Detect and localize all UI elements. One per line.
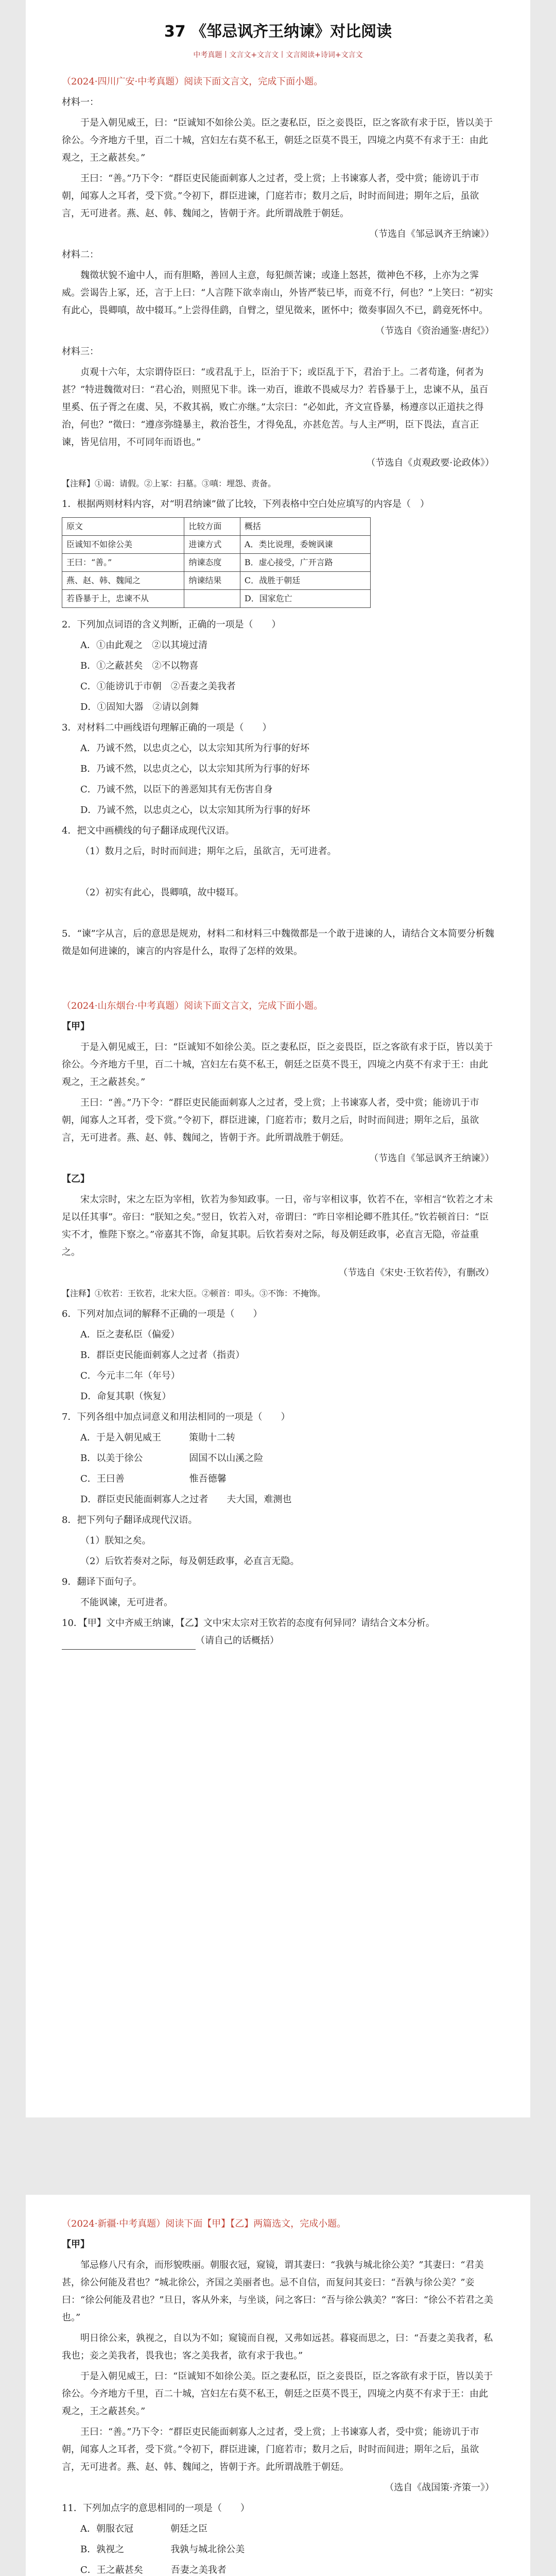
option: B．孰视之 我孰与城北徐公美: [80, 2544, 245, 2555]
material-1-citation: （节选自《邹忌讽齐王纳谏》）: [369, 229, 494, 240]
table-header-cell: 概括: [240, 518, 370, 536]
tag-line: 中考真题丨文言文+文言文丨文言阅读+诗词+文言文: [193, 51, 363, 59]
option: B．①之蔽甚矣 ②不以物喜: [80, 660, 199, 671]
option: C．王曰善 惟吾德馨: [80, 1473, 227, 1484]
material-3-citation: （节选自《贞观政要·论政体》）: [366, 457, 494, 468]
passage-yi-citation: （节选自《宋史·王钦若传》，有删改）: [338, 1267, 494, 1278]
option: D．群臣吏民能面刺寡人之过者 夫大国，难测也: [80, 1494, 292, 1505]
page-2: [26, 2195, 530, 2576]
table-cell: [184, 590, 240, 608]
table-cell: 王曰：“善。”: [62, 554, 184, 572]
table-header-cell: 比较方面: [184, 518, 240, 536]
material-1-para-1: 于是入朝见威王，曰：“臣诚知不如徐公美。臣之妻私臣，臣之妾畏臣，臣之客欲有求于臣，皆以美于徐公。今齐地方千里，百二十城，宫妇左右莫不私王，朝廷之臣莫不畏王，四境之内莫不有求于王：由此观之，王之蔽甚矣。”: [62, 117, 493, 163]
section-1-source: （2024·四川广安·中考真题）阅读下面文言文，完成下面小题。: [62, 76, 323, 87]
material-2-para-1: 魏徵状貌不逾中人，而有胆略，善回人主意，每犯颜苦谏；或逢上怒甚，徵神色不移，上亦为之霁威。尝谒告上冢，还，言于上曰：“人言陛下欲幸南山，外皆严装已毕，而竟不行，何也？”上笑曰：“初实有此心，畏卿嗔，故中辍耳。”上尝得佳鹞，自臂之，望见徵来，匿怀中；徵奏事固久不已，鹞竟死怀中。: [62, 270, 493, 316]
question-2: 2．下列加点词语的含义判断，正确的一项是（ ）: [62, 619, 281, 630]
passage-jia-para: 于是入朝见威王，曰：“臣诚知不如徐公美。臣之妻私臣，臣之妾畏臣，臣之客欲有求于臣，皆以美于徐公。今齐地方千里，百二十城，宫妇左右莫不私王，朝廷之臣莫不畏王，四境之内莫不有求于王：由此观之，王之蔽甚矣。”: [62, 2371, 493, 2417]
material-3-label: 材料三：: [62, 346, 99, 357]
question-10-text: 10．【甲】文中齐威王纳谏，【乙】文中宋太宗对王钦若的态度有何异同？请结合文本分析。: [62, 1618, 435, 1629]
question-1: 1．根据两则材料内容，对“明君纳谏”做了比较，下列表格中空白处应填写的内容是（ ）: [62, 499, 429, 510]
question-4: 4．把文中画横线的句子翻译成现代汉语。: [62, 825, 235, 836]
sub-question: （2）初实有此心，畏卿嗔，故中辍耳。: [80, 887, 244, 898]
table-cell: 臣诚知不如徐公美: [62, 536, 184, 554]
annotation-note: 【注释】①钦若：王钦若，北宋大臣。②顿首：叩头。③不饰：不掩饰。: [62, 1289, 326, 1298]
sub-question: 不能讽谏，无可进者。: [80, 1597, 173, 1608]
option: A．①由此观之 ②以其境过清: [80, 640, 207, 651]
question-3: 3．对材料二中画线语句理解正确的一项是（ ）: [62, 722, 272, 733]
question-8: 8．把下列句子翻译成现代汉语。: [62, 1515, 198, 1526]
section-3-source: （2024·新疆·中考真题）阅读下面【甲】【乙】两篇选文，完成小题。: [62, 2218, 346, 2229]
table-cell: B．虚心接受，广开言路: [240, 554, 370, 572]
question-10-tail: （请自己的话概括）: [196, 1635, 279, 1646]
passage-yi-para: 宋太宗时，宋之左臣为宰相，钦若为参知政事。一日，帝与宰相议事，钦若不在，宰相言“钦若之才未足以任其事”。帝曰：“朕知之矣。”翌日，钦若入对，帝谓曰：“昨日宰相论卿不胜其任。”钦若顿首曰：“臣实不才，惟陛下察之。”帝嘉其不饰，命复其职。后钦若奏对之际，每及朝廷政事，必直言无隐，帝益重之。: [62, 1194, 493, 1258]
option: B．群臣吏民能面刺寡人之过者（指责）: [80, 1350, 245, 1361]
option: C．今元丰二年（年号）: [80, 1370, 180, 1381]
material-3-para-1: 贞观十六年，太宗谓侍臣曰：“或君乱于上，臣治于下；或臣乱于下，君治于上。二者苟逢，何者为甚？”特进魏徵对曰：“君心治，则照见下非。诛一劝百，谁敢不畏威尽力？若昏暴于上，忠谏不从，虽百里奚、伍子胥之在虞、吴，不救其祸，败亡亦继。”太宗曰：“必如此，齐文宣昏暴，杨遵彦以正道扶之得治，何也？”徵曰：“遵彦弥缝暴主，救治苍生，才得免乱，亦甚危苦。与人主严明，臣下畏法，直言正谏，皆见信用，不可同年而语也。”: [62, 367, 489, 448]
option: C．王之蔽甚矣 吾妻之美我者: [80, 2565, 227, 2575]
table-cell: D．国家危亡: [240, 590, 370, 608]
table-cell: 纳谏结果: [184, 572, 240, 590]
passage-jia-para: 王曰：“善。”乃下令：“群臣吏民能面刺寡人之过者，受上赏；上书谏寡人者，受中赏；能谤讥于市朝，闻寡人之耳者，受下赏。”令初下，群臣进谏，门庭若市；数月之后，时时而间进；期年之后，虽欲言，无可进者。燕、赵、韩、魏闻之，皆朝于齐。此所谓战胜于朝廷。: [62, 2427, 479, 2472]
passage-jia-para: 于是入朝见威王，曰：“臣诚知不如徐公美。臣之妻私臣，臣之妾畏臣，臣之客欲有求于臣，皆以美于徐公。今齐地方千里，百二十城，宫妇左右莫不私王，朝廷之臣莫不畏王，四境之内莫不有求于王：由此观之，王之蔽甚矣。”: [62, 1042, 493, 1088]
passage-jia-para: 王曰：“善。”乃下令：“群臣吏民能面刺寡人之过者，受上赏；上书谏寡人者，受中赏；能谤讥于市朝，闻寡人之耳者，受下赏。”令初下，群臣进谏，门庭若市；数月之后，时时而间进；期年之后，虽欲言，无可进者。燕、赵、韩、魏闻之，皆朝于齐。此所谓战胜于朝廷。: [62, 1097, 479, 1143]
option: A．乃诚不然，以忠贞之心，以太宗知其所为行事的好坏: [80, 743, 309, 754]
table-cell: 纳谏态度: [184, 554, 240, 572]
question-7: 7．下列各组中加点词意义和用法相同的一项是（ ）: [62, 1412, 290, 1422]
option: A．朝服衣冠 朝廷之臣: [80, 2523, 207, 2534]
table-row: [62, 572, 371, 590]
passage-jia-label: 【甲】: [62, 2239, 90, 2250]
option: C．①能谤讥于市朝 ②吾妻之美我者: [80, 681, 236, 692]
question-5: 5．“谏”字从言，后的意思是规劝，材料二和材料三中魏徵都是一个敢于进谏的人，请结合文本简要分析魏徵是如何进谏的，谏言的内容是什么，取得了怎样的效果。: [62, 928, 494, 957]
passage-jia-label: 【甲】: [62, 1021, 90, 1032]
material-1-label: 材料一：: [62, 97, 99, 108]
option: B．以美于徐公 固国不以山溪之险: [80, 1453, 264, 1464]
passage-yi-label: 【乙】: [62, 1174, 90, 1184]
option: D．①固知大器 ②请以剑舞: [80, 702, 199, 713]
comparison-table: [62, 517, 371, 608]
answer-blank: [62, 1638, 196, 1650]
document-title: 37 《邹忌讽齐王纳谏》对比阅读: [164, 23, 392, 41]
table-row: [62, 590, 371, 608]
table-header-cell: 原文: [62, 518, 184, 536]
option: A．于是入朝见威王 策勋十二转: [80, 1432, 235, 1443]
page-gap: [0, 2117, 556, 2195]
table-cell: 若昏暴于上，忠谏不从: [62, 590, 184, 608]
option: B．乃诚不然，以忠贞之心，以太宗知其所为行事的好坏: [80, 764, 310, 774]
option: D．命复其职（恢复）: [80, 1391, 171, 1402]
sub-question: （1）朕知之矣。: [80, 1535, 151, 1546]
option: A．臣之妻私臣（偏爱）: [80, 1329, 180, 1340]
sub-question: （2）后钦若奏对之际，每及朝廷政事，必直言无隐。: [80, 1556, 300, 1567]
table-cell: C．战胜于朝廷: [240, 572, 370, 590]
passage-jia-para: 邹忌修八尺有余，而形貌昳丽。朝服衣冠，窥镜，谓其妻曰：“我孰与城北徐公美？”其妻曰：“君美甚，徐公何能及君也？”城北徐公，齐国之美丽者也。忌不自信，而复问其妾曰：“吾孰与徐公美？”妾曰：“徐公何能及君也？”旦日，客从外来，与坐谈，问之客曰：“吾与徐公孰美？”客曰：“徐公不若君之美也。”: [62, 2260, 494, 2323]
passage-jia-citation: （选自《战国策·齐策一》）: [385, 2482, 494, 2493]
section-2-source: （2024·山东烟台·中考真题）阅读下面文言文，完成下面小题。: [62, 1001, 323, 1011]
option: D．乃诚不然，以忠贞之心，以太宗知其所为行事的好坏: [80, 805, 310, 816]
question-10: [62, 1615, 494, 1650]
material-1-para-2: 王曰：“善。”乃下令：“群臣吏民能面刺寡人之过者，受上赏；上书谏寡人者，受中赏；能谤讥于市朝，闻寡人之耳者，受下赏。”令初下，群臣进谏，门庭若市；数月之后，时时而间进；期年之后，虽欲言，无可进者。燕、赵、韩、魏闻之，皆朝于齐。此所谓战胜于朝廷。: [62, 173, 479, 219]
passage-jia-citation: （节选自《邹忌讽齐王纳谏》）: [369, 1153, 494, 1164]
question-6: 6．下列对加点词的解释不正确的一项是（ ）: [62, 1309, 263, 1319]
passage-jia-para: 明日徐公来，孰视之，自以为不如；窥镜而自视，又弗如远甚。暮寝而思之，曰：“吾妻之美我者，私我也；妾之美我者，畏我也；客之美我者，欲有求于我也。”: [62, 2333, 493, 2361]
annotation-note: 【注释】①谒：请假。②上冢：扫墓。③嗔：埋怨、责备。: [62, 479, 276, 488]
question-11: 11．下列加点字的意思相同的一项是（ ）: [62, 2503, 250, 2514]
table-cell: 进谏方式: [184, 536, 240, 554]
table-row: [62, 536, 371, 554]
question-9: 9．翻译下面句子。: [62, 1577, 142, 1587]
option: C．乃诚不然，以臣下的善恶知其有无伤害自身: [80, 784, 273, 795]
table-cell: A．类比说理，委婉讽谏: [240, 536, 370, 554]
material-2-label: 材料二：: [62, 249, 99, 260]
material-2-citation: （节选自《资治通鉴·唐纪》）: [375, 326, 494, 336]
table-row: [62, 554, 371, 572]
sub-question: （1）数月之后，时时而间进；期年之后，虽欲言，无可进者。: [80, 846, 337, 857]
page-1: [26, 0, 530, 2117]
table-cell: 燕、赵、韩、魏闻之: [62, 572, 184, 590]
